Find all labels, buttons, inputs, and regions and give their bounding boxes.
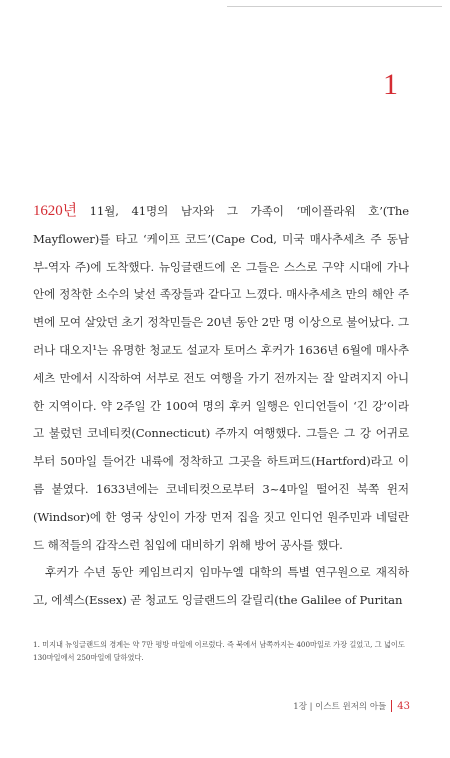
footer-separator (391, 700, 392, 712)
paragraph-1 (33, 198, 409, 559)
running-head: 1장 | 이스트 윈저의 아들 (293, 702, 387, 712)
page-number: 43 (397, 700, 410, 712)
footnote: 1. 미지내 뉴잉글랜드의 경계는 약 7만 평방 마일에 이르렀다. 즉 북에서 남쪽까지는 400마일로 가장 길었고, 그 넓이도 130마일에서 250마일에 달하였다. (33, 640, 405, 662)
top-divider (227, 6, 442, 7)
paragraph-1-text: 11월, 41명의 남자와 그 가족이 ‘메이플라워 호’(The Mayflower)를 타고 ‘케이프 코드’(Cape Cod, 미국 매사추세츠 주 동남부-역자 주)에 도착했다. 뉴잉글랜드에 온 그들은 스스로 구약 시대에 가나안에 정착한 소수의 낯선 족장들과 같다고 느꼈다. 매사추세츠 만의 해안 주변에 모여 살았던 초기 정착민들은 20년 동안 2만 명 이상으로 불어났다. 그러나 대오지¹는 유명한 청교도 설교자 토머스 후커가 1636년 6월에 매사추세츠 만에서 시작하여 서부로 전도 여행을 가기 전까지는 잘 알려지지 아니한 지역이다. 약 2주일 간 100여 명의 후커 일행은 인디언들이 ‘긴 강’이라고 불렀던 코네티컷(Connecticut) 주까지 여행했다. 그들은 그 강 어귀로부터 50마일 들어간 내륙에 정착하고 그곳을 하트퍼드(Hartford)라고 이름 붙였다. 1633년에는 코네티컷으로부터 3~4마일 떨어진 북쪽 윈저(Windsor)에 한 영국 상인이 가장 먼저 집을 짓고 인디언 원주민과 네덜란드 해적들의 갑작스런 침입에 대비하기 위해 방어 공사를 했다. (33, 204, 409, 552)
lead-year: 1620년 (33, 203, 77, 219)
paragraph-2 (33, 559, 409, 615)
body-text (33, 198, 409, 615)
page-footer (293, 700, 410, 712)
chapter-number: 1 (383, 68, 398, 101)
paragraph-2-text: 후커가 수년 동안 케임브리지 임마누엘 대학의 특별 연구원으로 재직하고, 에섹스(Essex) 곧 청교도 잉글랜드의 갈릴리(the Galilee of Puritan (33, 565, 409, 608)
